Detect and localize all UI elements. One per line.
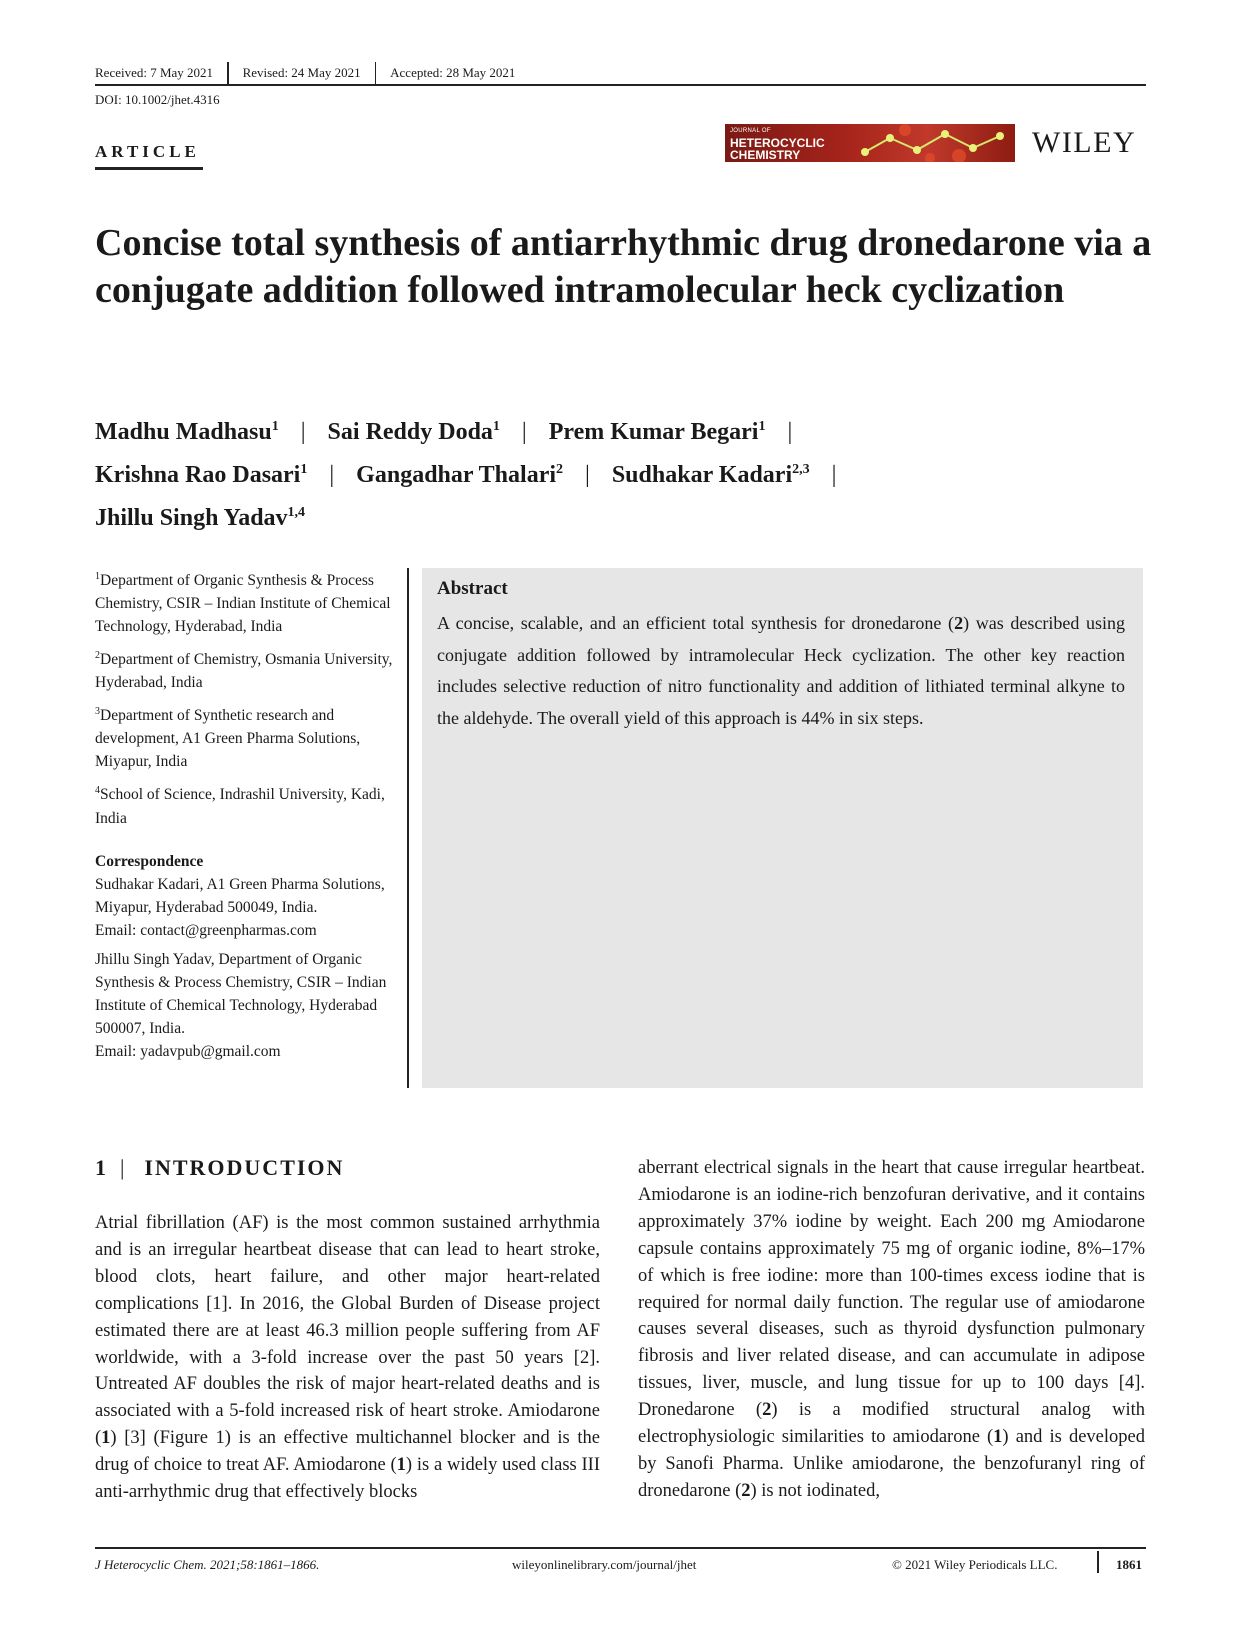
- footer-divider: [1097, 1551, 1099, 1573]
- footer-rule: [95, 1547, 1146, 1549]
- accepted-date: Accepted: 28 May 2021: [390, 65, 516, 80]
- abstract-box: [422, 568, 1143, 1088]
- affiliation: $^1$Department of Organic Synthesis & Process Chemistry, CSIR – Indian Institute of Chemical Technology, Hyderabad, India: [95, 571, 391, 636]
- section-separator: |: [120, 1155, 125, 1180]
- divider: [227, 62, 229, 84]
- header-rule: [95, 84, 1146, 86]
- author: Prem Kumar Begari$^1$: [548, 419, 766, 445]
- correspondence-entry: Jhillu Singh Yadav, Department of Organic Synthesis & Process Chemistry, CSIR – Indian Institute of Chemical Technology, Hyderabad 500007, India.: [95, 950, 387, 1037]
- affiliation: $^2$Department of Chemistry, Osmania University, Hyderabad, India: [95, 650, 393, 692]
- intro-right-column: aberrant electrical signals in the heart that cause irregular heartbeat. Amiodarone is an iodine-rich benzofuran derivative, and it contains approximately 37% iodine by weight. Each 200 mg Amiodarone capsule contains approximately 75 mg of organic iodine, 8%–17% of which is free iodine: more than 100-times excess iodine that is required for normal daily function. The regular use of amiodarone causes several diseases, such as thyroid dysfunction pulmonary fibrosis and liver related disease, and can accumulate in adipose tissues, liver, muscle, and lung tissue for up to 100 days [4]. Dronedarone (2) is a modified structural analog with electrophysiologic similarities to amiodarone (1) and is developed by Sanofi Pharma. Unlike amiodarone, the benzofuranyl ring of dronedarone (2) is not iodinated,: [638, 1158, 1145, 1501]
- journal-banner-logo[interactable]: [725, 124, 1015, 162]
- affiliation: $^4$School of Science, Indrashil University, Kadi, India: [95, 785, 385, 827]
- author-list: Madhu Madhasu$^1$ | Sai Reddy Doda$^1$ | Prem Kumar Begari$^1$ | Krishna Rao Dasari$^1$ | Gangadhar Thalari$^2$ | Sudhakar Kadari$^{2,3}$ | Jhillu Singh Yadav$^{1,4}$: [95, 419, 837, 531]
- author: Gangadhar Thalari$^2$: [356, 462, 564, 488]
- section-number: 1: [95, 1155, 108, 1180]
- section-title: INTRODUCTION: [144, 1155, 345, 1180]
- doi[interactable]: DOI: 10.1002/jhet.4316: [95, 92, 220, 107]
- page-number: 1861: [1116, 1557, 1142, 1572]
- footer-url[interactable]: wileyonlinelibrary.com/journal/jhet: [512, 1557, 697, 1572]
- author: Sudhakar Kadari$^{2,3}$: [611, 462, 810, 488]
- journal-banner-line3: CHEMISTRY: [730, 148, 801, 162]
- received-date: Received: 7 May 2021: [95, 65, 214, 80]
- publisher-logo[interactable]: WILEY: [1032, 126, 1137, 159]
- footer-citation: J Heterocyclic Chem. 2021;58:1861–1866.: [95, 1557, 320, 1572]
- footer-copyright: © 2021 Wiley Periodicals LLC.: [892, 1557, 1058, 1572]
- journal-banner-line1: JOURNAL OF: [730, 128, 771, 134]
- correspondence-heading: Correspondence: [95, 852, 204, 870]
- author: Krishna Rao Dasari$^1$: [95, 462, 308, 488]
- author: Jhillu Singh Yadav$^{1,4}$: [95, 505, 306, 531]
- correspondence-entry: Sudhakar Kadari, A1 Green Pharma Solutions, Miyapur, Hyderabad 500049, India.: [95, 875, 385, 916]
- intro-left-column: Atrial fibrillation (AF) is the most common sustained arrhythmia and is an irregular heartbeat disease that can lead to heart stroke, blood clots, heart failure, and other major heart-related complications [1]. In 2016, the Global Burden of Disease project estimated there are at least 46.3 million people suffering from AF worldwide, with a 3-fold increase over the past 50 years [2]. Untreated AF doubles the risk of major heart-related deaths and is associated with a 5-fold increased risk of heart stroke. Amiodarone (1) [3] (Figure 1) is an effective multichannel blocker and is the drug of choice to treat AF. Amiodarone (1) is a widely used class III anti-arrhythmic drug that effectively blocks: [95, 1213, 600, 1503]
- author: Sai Reddy Doda$^1$: [327, 419, 500, 445]
- author: Madhu Madhasu$^1$: [95, 419, 279, 445]
- correspondence-email[interactable]: Email: yadavpub@gmail.com: [95, 1042, 281, 1060]
- abstract-text: A concise, scalable, and an efficient total synthesis for dronedarone (2) was described using conjugate addition followed by intramolecular Heck cyclization. The other key reaction includes selective reduction of nitro functionality and addition of lithiated terminal alkyne to the aldehyde. The overall yield of this approach is 44% in six steps.: [437, 613, 1125, 728]
- page-title: Concise total synthesis of antiarrhythmic drug dronedarone via a conjugate addition followed intramolecular heck cyclization: [95, 222, 1152, 311]
- article-type-underline: [95, 167, 203, 170]
- divider: [375, 62, 377, 84]
- article-dates: [95, 62, 515, 84]
- affiliation: $^3$Department of Synthetic research and development, A1 Green Pharma Solutions, Miyapur, India: [95, 706, 361, 771]
- column-divider: [407, 568, 409, 1088]
- section-heading: [95, 1155, 344, 1181]
- molecule-graphic-icon: [855, 124, 1015, 162]
- revised-date: Revised: 24 May 2021: [242, 65, 361, 80]
- article-type: ARTICLE: [95, 142, 200, 161]
- affiliations: [95, 565, 395, 1069]
- journal-banner-line2: HETEROCYCLIC: [730, 136, 825, 150]
- abstract-heading: Abstract: [437, 578, 508, 599]
- correspondence-email[interactable]: Email: contact@greenpharmas.com: [95, 921, 317, 939]
